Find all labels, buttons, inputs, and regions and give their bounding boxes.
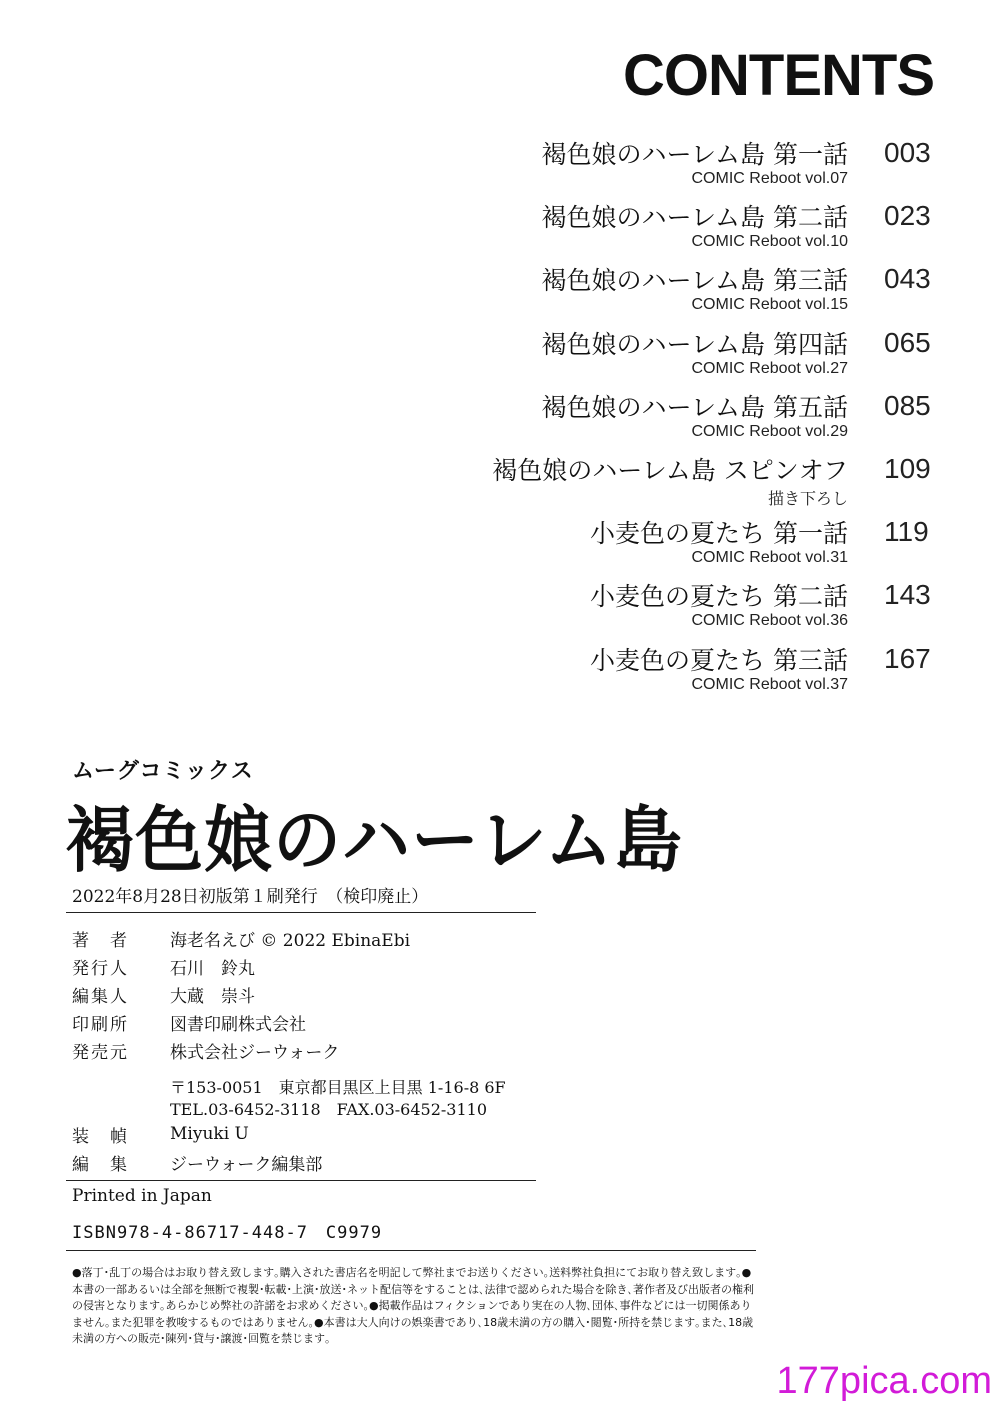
credit-value: 石川 鈴丸 [170, 958, 255, 979]
divider [66, 1250, 756, 1251]
credit-row [72, 1036, 772, 1064]
book-title: 褐色娘のハーレム島 [66, 799, 683, 883]
toc-title: 小麦色の夏たち 第一話 [590, 519, 848, 549]
toc-title: 褐色娘のハーレム島 第一話 [541, 140, 848, 169]
table-of-contents [0, 131, 1000, 700]
credit-value: 大蔵 崇斗 [170, 986, 255, 1007]
credit-value: 株式会社ジーウォーク [170, 1042, 340, 1063]
credit-value: ジーウォーク編集部 [170, 1154, 323, 1175]
toc-title: 褐色娘のハーレム島 第五話 [541, 392, 848, 422]
toc-title: 褐色娘のハーレム島 スピンオフ [492, 455, 848, 485]
credit-row [72, 1120, 772, 1148]
toc-entry [0, 510, 1000, 573]
credit-row [72, 952, 772, 980]
toc-title: 小麦色の夏たち 第三話 [590, 645, 848, 675]
toc-title: 褐色娘のハーレム島 第三話 [541, 266, 848, 296]
toc-entry [0, 573, 1000, 636]
edition-line: 2022年8月28日初版第１刷発行 （検印廃止） [72, 887, 429, 907]
credit-value: 図書印刷株式会社 [170, 1014, 306, 1035]
printed-in: Printed in Japan [72, 1186, 212, 1206]
toc-entry [0, 131, 1000, 194]
toc-page-number: 085 [884, 389, 931, 421]
toc-entry [0, 257, 1000, 320]
toc-page-number: 143 [884, 579, 931, 611]
toc-page-number: 109 [884, 452, 931, 484]
credit-label: 発売元 [72, 1042, 129, 1063]
toc-source: COMIC Reboot vol.37 [691, 675, 848, 693]
credit-row [72, 980, 772, 1008]
credit-label: 著 者 [72, 930, 129, 951]
toc-source: 描き下ろし [767, 490, 848, 508]
toc-entry [0, 447, 1000, 510]
toc-source: COMIC Reboot vol.07 [691, 170, 848, 187]
toc-title: 褐色娘のハーレム島 第四話 [541, 329, 848, 359]
credit-row [72, 1148, 772, 1176]
toc-entry [0, 637, 1000, 700]
credit-value: 海老名えび © 2022 EbinaEbi [170, 930, 411, 951]
toc-source: COMIC Reboot vol.10 [691, 233, 848, 251]
legal-notice: ●落丁･乱丁の場合はお取り替え致します｡購入された書店名を明記して弊社までお送りください｡送料弊社負担にてお取り替え致します｡●本書の一部あるいは全部を無断で複製･転載･上演･放送･ネット配信等をすることは､法律で認められた場合を除き､著作者及び出版者の権利の侵害となります｡あらかじめ弊社の許諾をお求めください｡●掲載作品はフィクションであり実在の人物､団体､事件などには一切関係ありません｡また犯罪を教唆するものではありません｡●本書は大人向けの娯楽書であり､18歳未満の方の購入･閲覧･所持を禁じます｡また､18歳未満の方への販売･陳列･貸与･譲渡･回覧を禁じます｡ [72, 1266, 754, 1345]
credit-label: 印刷所 [72, 1014, 129, 1035]
toc-entry [0, 321, 1000, 384]
toc-title: 小麦色の夏たち 第二話 [590, 582, 848, 612]
credit-row [72, 1008, 772, 1036]
toc-entry [0, 194, 1000, 257]
credits [72, 924, 772, 1064]
toc-source: COMIC Reboot vol.36 [691, 612, 848, 630]
credit-label: 装 幀 [72, 1126, 129, 1147]
contents-heading: CONTENTS [623, 43, 934, 108]
toc-page-number: 065 [884, 326, 931, 358]
imprint-label: ムーグコミックス [72, 759, 254, 784]
watermark: 177pica.com [776, 1360, 992, 1402]
toc-source: COMIC Reboot vol.15 [691, 296, 848, 314]
isbn: ISBN978-4-86717-448-7 C9979 [72, 1223, 383, 1243]
toc-source: COMIC Reboot vol.31 [691, 549, 848, 567]
toc-source: COMIC Reboot vol.27 [691, 359, 848, 377]
toc-page-number: 167 [884, 642, 931, 674]
toc-page-number: 023 [884, 200, 931, 232]
toc-page-number: 003 [884, 137, 931, 168]
toc-source: COMIC Reboot vol.29 [691, 422, 848, 440]
credit-label: 発行人 [72, 958, 129, 979]
toc-entry [0, 384, 1000, 447]
toc-page-number: 119 [884, 516, 929, 548]
divider [66, 912, 536, 913]
toc-title: 褐色娘のハーレム島 第二話 [541, 203, 848, 233]
divider [66, 1180, 536, 1181]
credit-row [72, 924, 772, 952]
credit-label: 編 集 [72, 1154, 129, 1175]
credit-value: Miyuki U [170, 1124, 249, 1144]
toc-page-number: 043 [884, 263, 931, 295]
credits-secondary [72, 1120, 772, 1176]
publisher-address: 〒153-0051 東京都目黒区上目黒 1-16-8 6F [170, 1078, 506, 1097]
publisher-phone: TEL.03-6452-3118 FAX.03-6452-3110 [170, 1100, 488, 1119]
credit-label: 編集人 [72, 986, 129, 1007]
